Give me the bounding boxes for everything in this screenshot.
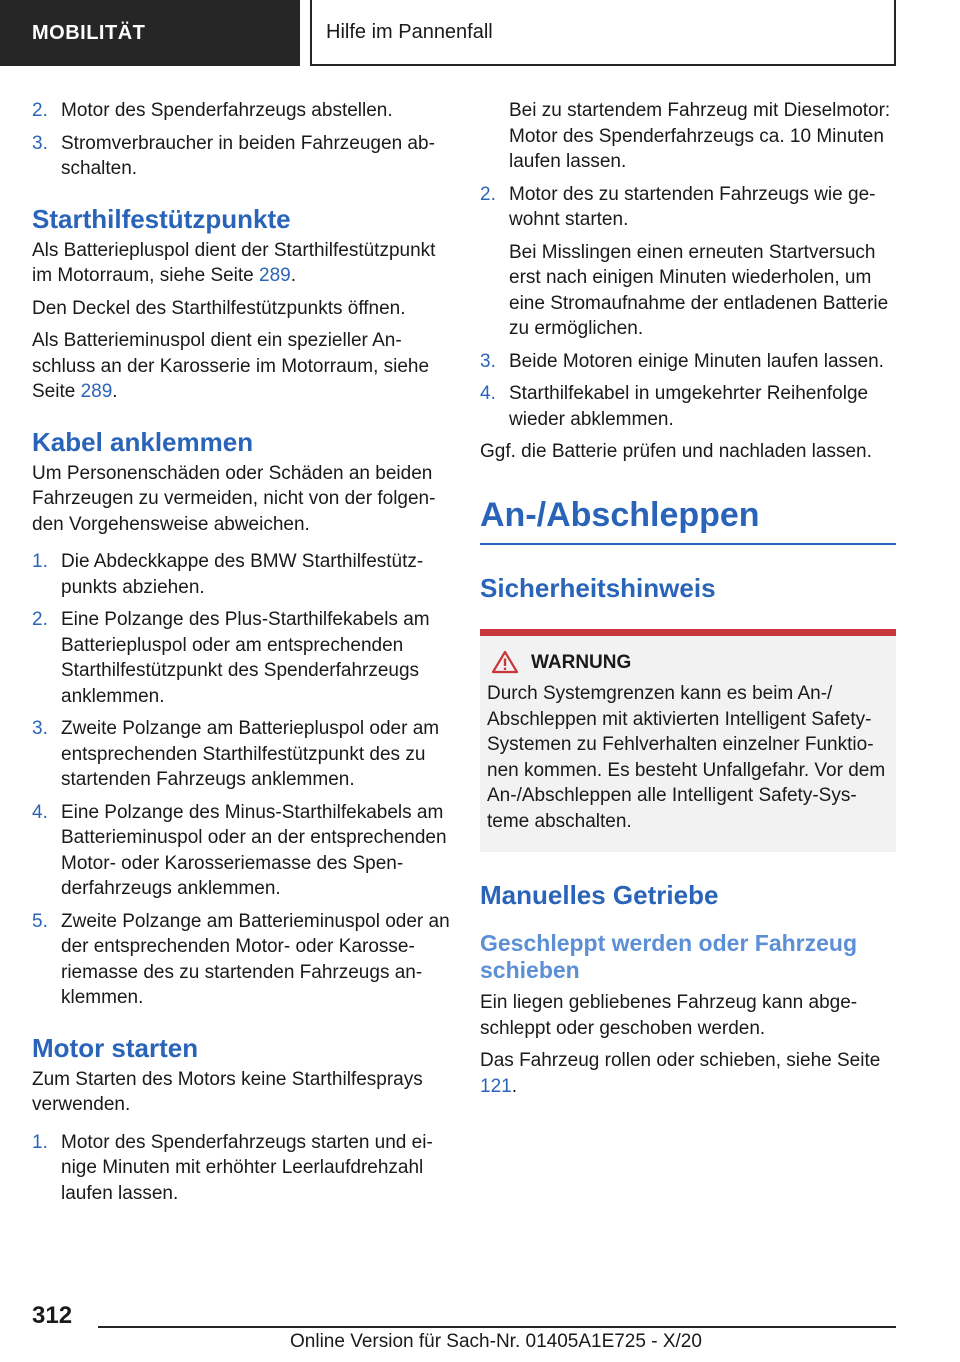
step-continuation: Bei Misslingen einen erneuten Startversuch erst nach einigen Minuten wiederholen, um eine Stromaufnahme der entladenen Batterie zu ermöglichen. <box>509 241 889 339</box>
step-text: Zweite Polzange am Batterieminuspol oder an der entsprechenden Motor- oder Karosseriemasse des zu startenden Fahrzeugs anklemmen. <box>61 910 450 1008</box>
list-item <box>32 607 450 709</box>
step-number: 4. <box>32 801 48 823</box>
list-item <box>32 716 450 793</box>
warning-header <box>487 650 888 676</box>
list-item <box>480 349 896 375</box>
step-text: Zweite Polzange am Batteriepluspol oder am entsprechenden Starthilfestützpunkt des zu startenden Fahrzeugs anklemmen. <box>61 718 440 790</box>
heading-kabel-anklemmen: Kabel anklemmen <box>32 426 254 457</box>
paragraph: Das Fahrzeug rollen oder schieben, siehe Seite 121. <box>480 1050 881 1097</box>
list-item <box>480 182 896 233</box>
list-item <box>32 1130 450 1207</box>
heading-manuelles-getriebe: Manuelles Getriebe <box>480 880 719 910</box>
heading-sicherheitshinweis: Sicherheitshinweis <box>480 572 716 603</box>
left-column <box>32 98 450 1213</box>
heading-geschleppt-werden: Geschleppt werden oder Fahrzeug schieben <box>480 930 858 983</box>
list-item <box>32 909 450 1011</box>
chapter-tab <box>310 0 896 66</box>
list-item <box>32 800 450 902</box>
step-number: 4. <box>480 383 496 404</box>
page-link[interactable]: 289 <box>80 381 113 402</box>
step-number: 2. <box>32 100 48 121</box>
step-number: 5. <box>32 910 48 932</box>
footer-online-version: Online Version für Sach-Nr. 01405A1E725 - X/20 <box>290 1331 702 1352</box>
step-text: Motor des Spenderfahrzeugs starten und einige Minuten mit erhöhter Leerlaufdrehzahl laufen lassen. <box>61 1131 433 1204</box>
list-item <box>32 131 450 182</box>
page-link[interactable]: 121 <box>480 1075 512 1097</box>
chapter-label: Hilfe im Pannenfall <box>326 20 493 43</box>
step-number: 2. <box>32 609 48 630</box>
step-text: Stromverbraucher in beiden Fahrzeugen abschalten. <box>61 132 435 179</box>
step-number: 3. <box>480 350 496 372</box>
footer-divider <box>98 1326 896 1328</box>
step-text: Die Abdeckkappe des BMW Starthilfestützpunkts abziehen. <box>61 551 424 598</box>
warning-text: Durch Systemgrenzen kann es beim An-/ Abschleppen mit aktivierten Intelligent Safety-Systemen zu Fehlverhalten einzelner Funktionen kommen. Es besteht Unfallgefahr. Vor dem An-/Abschleppen alle Intelligent Safety-Systeme abschalten. <box>487 683 886 832</box>
step-text: Starthilfekabel in umgekehrter Reihenfolge wieder abklemmen. <box>509 383 869 430</box>
step-text: Eine Polzange des Plus-Starthilfekabels am Batteriepluspol oder am entsprechenden Starthilfestützpunkt des Spenderfahrzeugs anklemmen. <box>61 609 430 707</box>
warning-label: WARNUNG <box>531 651 632 673</box>
step-text: Motor des zu startenden Fahrzeugs wie gewohnt starten. <box>509 183 876 230</box>
heading-motor-starten: Motor starten <box>32 1032 199 1063</box>
paragraph: Ggf. die Batterie prüfen und nachladen lassen. <box>480 441 872 462</box>
section-tab <box>0 0 300 66</box>
list-item <box>32 98 450 124</box>
section-label: MOBILITÄT <box>32 21 146 44</box>
step-number: 1. <box>32 1131 48 1153</box>
list-item <box>480 381 896 432</box>
step-number: 3. <box>32 718 48 739</box>
step-number: 1. <box>32 551 48 572</box>
warning-box <box>480 636 896 853</box>
paragraph: Als Batterieminuspol dient ein spezieller Anschluss an der Karosserie im Motorraum, siehe Seite 289. <box>32 330 430 402</box>
heading-starthilfestuetzpunkte: Starthilfestützpunkte <box>32 203 291 234</box>
step-continuation: Bei zu startendem Fahrzeug mit Dieselmotor: Motor des Spenderfahrzeugs ca. 10 Minuten laufen lassen. <box>509 100 891 172</box>
warning-triangle-icon <box>491 650 519 674</box>
chapter-title: An-/Abschleppen <box>480 495 896 545</box>
warning-accent-bar <box>480 629 896 636</box>
step-number: 2. <box>480 183 496 205</box>
paragraph: Um Personenschäden oder Schäden an beiden Fahrzeugen zu vermeiden, nicht von der folgenden Vorgehensweise abweichen. <box>32 462 436 535</box>
list-item <box>32 549 450 600</box>
page-link[interactable]: 289 <box>259 265 291 286</box>
paragraph: Den Deckel des Starthilfestützpunkts öffnen. <box>32 297 406 319</box>
paragraph: Als Batteriepluspol dient der Starthilfestützpunkt im Motorraum, siehe Seite 289. <box>32 239 436 286</box>
step-number: 3. <box>32 132 48 154</box>
step-text: Beide Motoren einige Minuten laufen lassen. <box>509 350 884 372</box>
page-number: 312 <box>32 1302 73 1329</box>
paragraph: Zum Starten des Motors keine Starthilfesprays verwenden. <box>32 1068 423 1115</box>
step-text: Eine Polzange des Minus-Starthilfekabels am Batterieminuspol oder an der entsprechenden Motor- oder Karosseriemasse des Spenderfahrzeugs anklemmen. <box>61 801 447 899</box>
right-column <box>480 98 896 1106</box>
step-text: Motor des Spenderfahrzeugs abstellen. <box>61 100 393 121</box>
paragraph: Ein liegen gebliebenes Fahrzeug kann abgeschleppt oder geschoben werden. <box>480 992 858 1039</box>
